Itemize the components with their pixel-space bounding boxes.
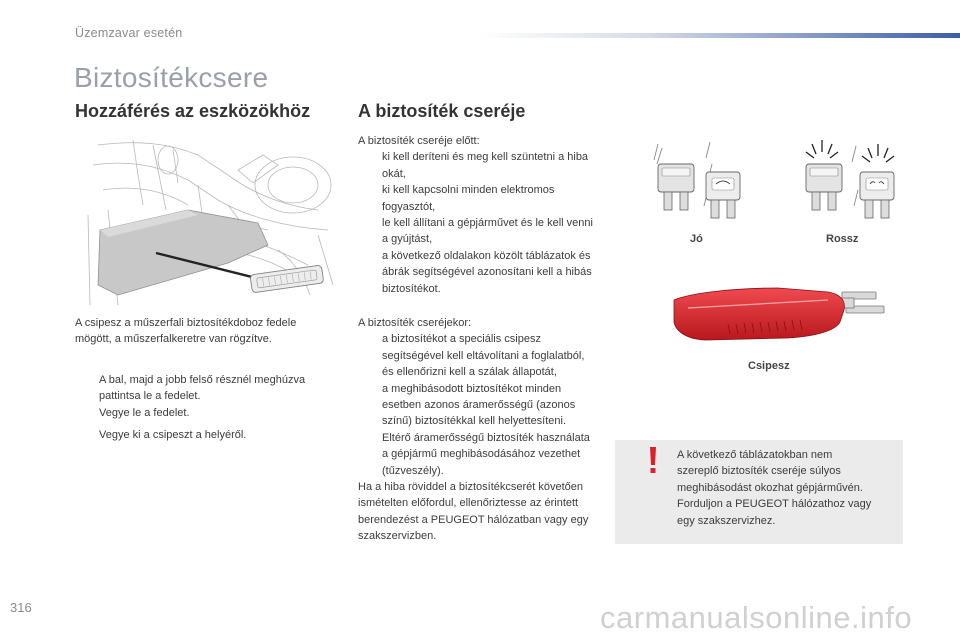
warning-line: A következő táblázatokban nem [677,449,833,461]
list-item-text: és ellenőrizni kell a szálak állapotát, [382,366,557,379]
tweezer-label: Csipesz [748,360,790,372]
list-item-text: fogyasztót, [382,200,436,213]
list-item-text: segítségével kell eltávolítani a foglalatból, [382,349,585,362]
list-item-text: pattintsa le a fedelet. [99,390,201,403]
list-item [358,248,623,297]
list-item-text: színű) biztosítékkal kell helyettesíteni. [382,415,567,428]
paragraph-line: ismételten előfordul, ellenőriztesse az érintett [358,497,579,510]
paragraph-line: szakszervizben. [358,530,437,543]
watermark: carmanualsonline.info [600,600,913,635]
left-section-heading: Hozzáférés az eszközökhöz [75,101,311,121]
bad-fuse-label: Rossz [826,233,859,245]
dashboard-figure [78,135,340,307]
list-item-text: le kell állítani a gépjárművet és le kell venni [382,217,593,230]
list-item-text: ki kell deríteni és meg kell szüntetni a hiba [382,151,589,164]
list-item [75,405,345,421]
intact-fuse-icon [640,138,770,230]
paragraph-line: mögött, a műszerfalkeretre van rögzítve. [75,333,272,346]
list-item-text: a gyújtást, [382,233,433,246]
warning-line: szereplő biztosíték cseréje súlyos [677,465,841,478]
list-item [358,331,623,380]
exclamation-icon [648,447,658,475]
warning-icon-wrapper [648,447,658,475]
list-item [75,372,345,405]
list-item-text: Eltérő áramerősségű biztosíték használata [382,431,590,444]
list-item-text: biztosítékot. [382,282,441,295]
access-steps-list [75,372,345,444]
paragraph-line: A csipesz a műszerfali biztosítékdoboz fedele [75,317,297,329]
list-item-text: Vegye le a fedelet. [99,406,190,419]
tweezer-location-paragraph [75,315,345,348]
page-number: 316 [10,600,32,615]
list-item-text: a meghibásodott biztosítékot minden [382,382,562,395]
section-label: Üzemzavar esetén [75,26,183,40]
bad-fuse-figure [790,138,920,230]
list-item [358,149,623,182]
warning-line: egy szakszervizhez. [677,514,776,527]
list-item-text: ábrák segítségével azonosítani kell a hibás [382,266,592,279]
good-fuse-figure [640,138,770,230]
warning-line: Forduljon a PEUGEOT hálózathoz vagy [677,498,872,511]
list-item [358,215,623,248]
dashboard-fuse-box-illustration [78,135,340,307]
list-item-text: ki kell kapcsolni minden elektromos [382,184,555,197]
list-item [358,381,623,479]
header-accent-bar [480,33,960,38]
before-replacement-block [358,133,623,297]
before-intro: A biztosíték cseréje előtt: [358,135,480,147]
before-list [358,149,623,297]
tweezer-figure [668,278,888,348]
list-item-text: okát, [382,167,406,180]
list-item [358,182,623,215]
right-section-heading: A biztosíték cseréje [358,101,526,121]
closing-paragraph [358,479,623,545]
during-replacement-block [358,315,623,545]
fuse-tweezer-icon [668,278,888,348]
during-list [358,331,623,479]
list-item-text: Vegye ki a csipeszt a helyéről. [99,429,247,442]
warning-line: meghibásodást okozhat gépjárművén. [677,481,863,494]
list-item-text: a biztosítékot a speciális csipesz [382,333,541,346]
list-item-text: (tűzveszély). [382,464,444,477]
list-item-text: esetben azonos áramerősségű (azonos [382,399,576,412]
page-title: Biztosítékcsere [74,62,269,93]
list-item [75,427,345,443]
list-item-text: a gépjármű meghibásodásához vezethet [382,448,581,461]
list-item-text: a következő oldalakon közölt táblázatok és [382,249,591,262]
warning-text [677,447,899,529]
paragraph-line: Ha a hiba röviddel a biztosítékcserét követően [358,481,584,494]
good-fuse-label: Jó [690,233,703,245]
list-item-text: A bal, majd a jobb felső résznél meghúzva [99,374,306,386]
paragraph-line: berendezést a PEUGEOT hálózatban vagy egy [358,513,589,526]
during-intro: A biztosíték cseréjekor: [358,317,472,329]
blown-fuse-icon [790,138,920,230]
